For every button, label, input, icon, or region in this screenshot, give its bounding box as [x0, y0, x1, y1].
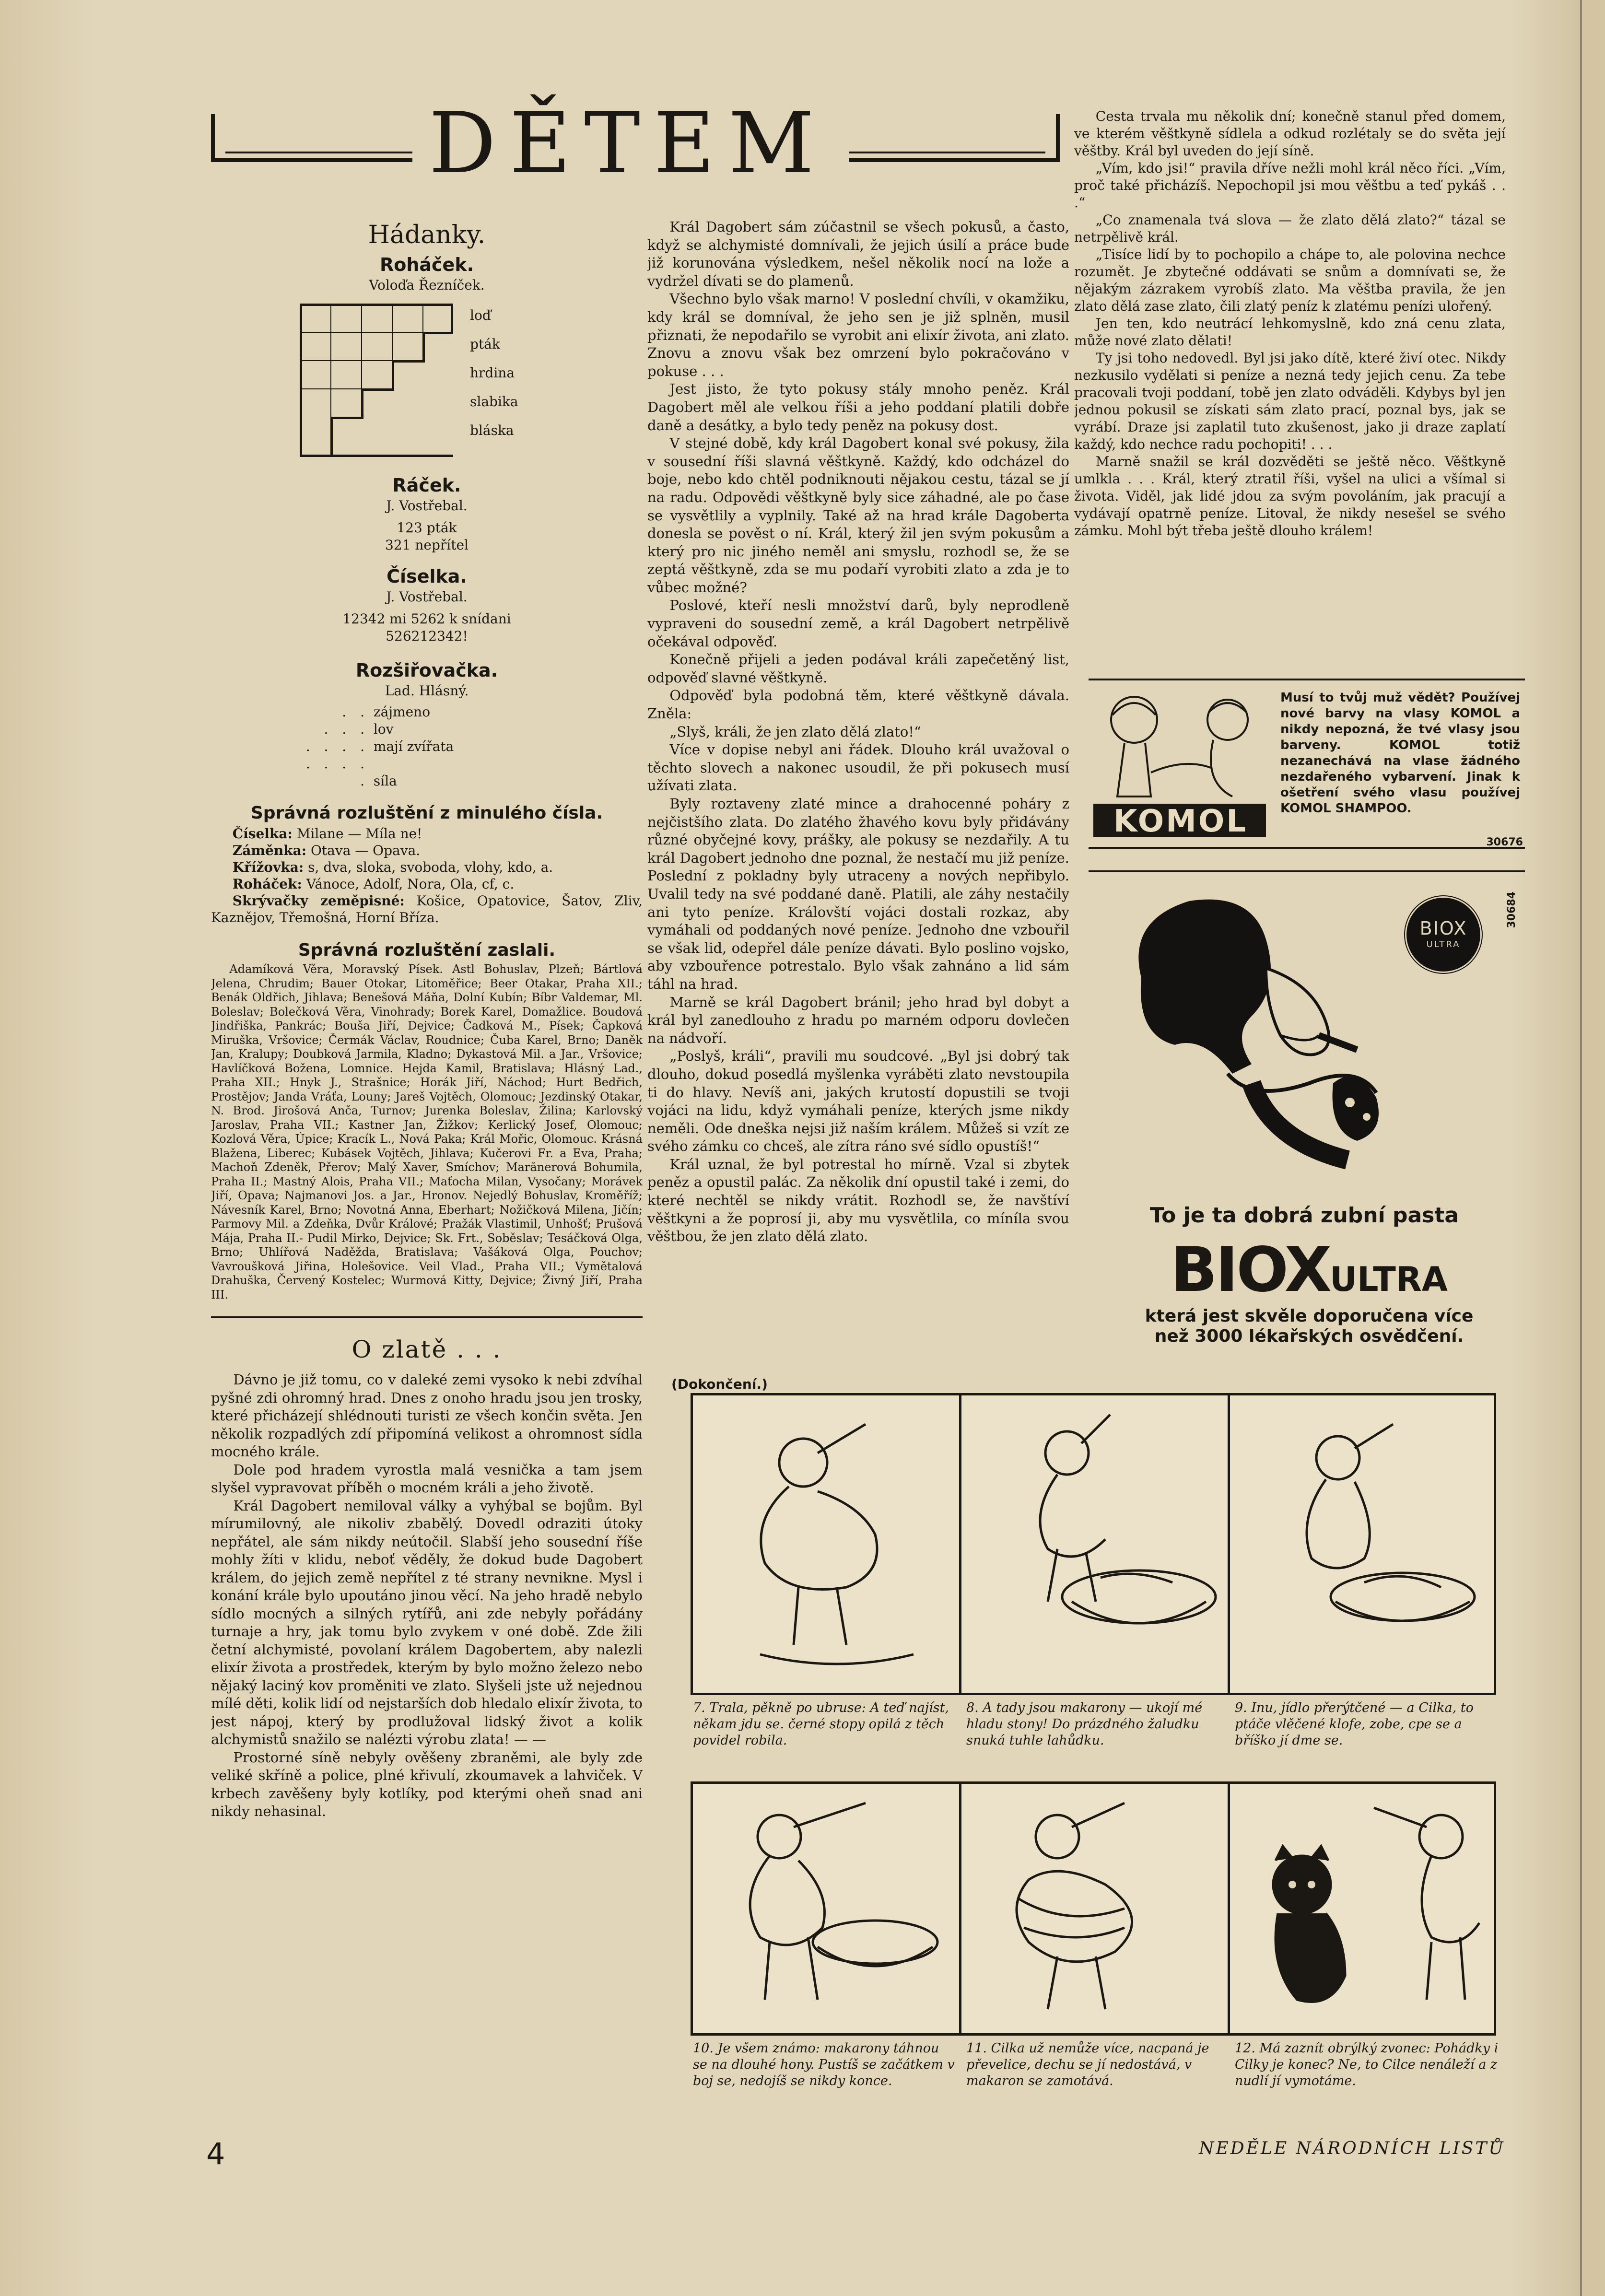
comic-row-1 [691, 1393, 1496, 1695]
rohacek-grid [300, 304, 549, 476]
masthead-rule-right-thin [849, 152, 1045, 153]
story-paragraph: Poslové, kteří nesli množství darů, byly neprodleně vypraveni do sousední země, a král Dagobert netrpělivě očekával odpověď. [647, 597, 1069, 650]
racek-author: J. Vostřebal. [386, 498, 468, 514]
komol-brand: KOMOL [1113, 804, 1248, 839]
solutions-list [211, 825, 643, 926]
story-paragraph: „Tisíce lidí by to pochopilo a chápe to, ale polovina nechce rozumět. Je zbytečné oddávati se snům a domnívati se, že nějakým zázrakem vyrobíš zlato. Ma věštba pravila, že jen zlato dělá zase zlato, čili zlatý peníz k zlatému penízi ulořený. [1074, 246, 1506, 314]
masthead-rule-left [211, 158, 412, 162]
rozsirovacka-lines [302, 703, 643, 790]
story-paragraph: „Poslyš, králi“, pravili mu soudcové. „Byl jsi dobrý tak dlouho, dokud posedlá myšlenka vyráběti zlato nevstoupila ti do hlavy. Nevíš ani, jakých krutostí dopustili se tvoji vojáci na lidu, když vymáhali peníze, kterých jsme nikdy neměli. Ode dneška nejsi již naším králem. Můžeš si vzít ze svého zámku co chceš, ale zítra ráno své sídlo opustíš!“ [647, 1048, 1069, 1155]
solution-item: Záměnka: Otava — Opava. [232, 843, 421, 858]
rozsirovacka-author: Lad. Hlásný. [385, 683, 469, 699]
story-paragraph: Cesta trvala mu několik dní; konečně stanul před domem, ve kterém věštkyně sídlela a odkud rozlétaly se do světa její věštby. Král byl uveden do její síně. [1074, 108, 1506, 159]
story-paragraph: Prostorné síně nebyly ověšeny zbraněmi, ale byly zde veliké skříně a police, plné křivulí, zkoumavek a lahviček. V krbech zavěšeny byly kotlíky, pod kterými oheň snad ani nikdy nehasinal. [211, 1749, 643, 1819]
ciselka-title: Číselka. [387, 566, 467, 587]
solution-item: Křížovka: s, dva, sloka, svoboda, vlohy, kdo, a. [232, 859, 553, 875]
biox-logo [1122, 1234, 1496, 1313]
rohacek-word: bláska [470, 422, 514, 438]
biox-badge-text: BIOX [1419, 918, 1467, 939]
biox-slogan: To je ta dobrá zubní pasta [1149, 1203, 1459, 1228]
rohacek-author: Voloďa Řezníček. [369, 277, 485, 293]
story-paragraph: Král Dagobert nemiloval války a vyhýbal se bojům. Byl mírumilovný, ale nikoliv zbabělý. Dovedl odraziti útoky nepřátel, ale sám nikdy neútočil. Slabší jeho sousední říše mohly žíti v klidu, neboť věděly, že dokud bude Dagobert králem, do jejich země nepřítel z té strany nevnikne. Mysl i konání krále bylo upoutáno jinou věcí. Na jeho hradě nebylo sídlo mocných a silných rytířů, ani zde nebyly pořádány turnaje a hry, jak tomu bylo zvykem v oné době. Zde žili četní alchymisté, povolaní králem Dagobertem, aby nalezli elixír života a prostředek, kterým by bylo možno železo nebo nějaký laciný kov proměniti ve zlato. Slyšeli jste už nejednou mílé děti, kolik lidí od nejstarších dob hledalo elixír života, to jest nápoj, který by prodlužoval lidský život a kolik alchymistů snažilo se nalézti výrobu zlata! — — [211, 1497, 643, 1747]
story-paragraph: Marně snažil se král dozvěděti se ještě něco. Věštkyně umlkla . . . Král, který ztratil říši, vyšel na ulici a všímal si života. Viděl, jak lidé jdou za svým povoláním, jak pracují a vydávají opatrně peníze. Litoval, že nikdy nesešel se svého zámku. Mohl být třeba ještě dlouho králem! [1074, 454, 1506, 539]
comic-continuation-label: (Dokončení.) [671, 1376, 768, 1392]
column-story [647, 218, 1069, 1246]
rozsirovacka-line: . . . . mají zvířata [305, 738, 454, 754]
biox-logo-sub: ULTRA [1330, 1260, 1448, 1299]
story-paragraph: Všechno bylo však marno! V poslední chvíli, v okamžiku, kdy král se domníval, že jeho sen je již splněn, musil přiznati, že nepodařilo se vyrobit ani elixír života, ani zlato. Znovu a znovu však bez omrzení bylo pokračováno v pokuse . . . [647, 291, 1069, 379]
story-paragraph: V stejné době, kdy král Dagobert konal své pokusy, žila v sousední říši slavná věštkyně. Každý, kdo odcházel do boje, nebo kdo chtěl podniknouti nějakou cestu, tázal se jí na radu. Odpovědi věštkyně byly sice záhadné, ale po čase se vysvětlily a vyplnily. Také až na hrad krále Dagoberta donesla se pověst o ní. Král, který žil jen svým pokusům a který pro nic jiného neměl ani smyslu, rozhodl se, že se zeptá věštkyně, zda se mu podaří vyrobiti zlato a zda je to vůbec možné? [647, 435, 1069, 596]
comic-row-1-art [693, 1395, 1494, 1693]
rozsirovacka-line: . . . lov [324, 721, 394, 737]
racek-line: 123 pták [397, 520, 457, 536]
story-paragraph: Dole pod hradem vyrostla malá vesnička a tam jsem slyšel vypravovat příběh o mocném králi a jeho životě. [211, 1461, 643, 1496]
rohacek-title: Roháček. [379, 254, 474, 275]
senders-heading: Správná rozluštění zaslali. [298, 940, 556, 960]
masthead-rule-left-vert [211, 114, 215, 162]
rohacek-word: loď [470, 307, 491, 323]
story-paragraph: Dávno je již tomu, co v daleké zemi vysoko k nebi zdvíhal pyšné zdi ohromný hrad. Dnes z onoho hradu jsou jen trosky, které přicházejí shlédnouti turisti ze všech končin světa. Jen několik rozpadlých zdí připomíná velikost a ohromnost sídla mocného krále. [211, 1371, 643, 1460]
racek-line: 321 nepřítel [385, 537, 469, 553]
rozsirovacka-line: . . . . . síla [305, 756, 397, 789]
senders-list: Adamíková Věra, Moravský Písek. Astl Bohuslav, Plzeň; Bártlová Jelena, Chrudim; Bauer Otokar, Litoměřice; Beer Otakar, Praha XII.; Benák Oldřich, Jihlava; Benešová Máňa, Dolní Kubín; Bíbr Valdemar, Ml. Boleslav; Bolečková Věra, Vinohrady; Borek Karel, Domažlice. Boudová Jindřiška, Pankrác; Bouša Jiří, Dejvice; Čadková M., Písek; Čapková Miruška, Vršovice; Čermák Václav, Roudnice; Čuba Karel, Brno; Daněk Jan, Kralupy; Doubková Jarmila, Kladno; Dykastová Mil. a Jar., Vršovice; Havlíčková Božena, Lomnice. Hejda Kamil, Bratislava; Hlásný Lad., Praha XII.; Hnyk J., Strašnice; Horák Jiří, Náchod; Hurt Bedřich, Prostějov; Janda Vráťa, Louny; Jareš Vojtěch, Olomouc; Jezdinský Otakar, N. Brod. Jirošová Anča, Turnov; Jurenka Boleslav, Žilina; Karlovský Jaroslav, Praha VII.; Kastner Jan, Žižkov; Kerlický Josef, Olomouc; Kozlová Věra, Úpice; Kracík L., Nová Paka; Král Mořic, Olomouc. Krásná Blažena, Liberec; Kubásek Vojtěch, Jihlava; Kučerovi Fr. a Eva, Praha; Machoň Zdeněk, Přerov; Malý Xaver, Smíchov; Marănerová Bohumila, Praha II.; Mastný Alois, Praha VII.; Maťocha Milan, Vysočany; Morávek Jiří, Opava; Najmanovi Jos. a Jar., Hronov. Nejedlý Bohuslav, Kroměříž; Návesník Karel, Brno; Novotná Anna, Eberhart; Nožičková Milena, Jičín; Parmovy Mil. a Zdeňka, Dvůr Králové; Pražák Vlastimil, Unhošť; Prušová Mája, Praha II.- Pudil Mirko, Dejvice; Sk. Frt., Soběslav; Tesáčková Olga, Brno; Uhlířová Naděžda, Bratislava; Vašáková Olga, Pouchov; Vavroušková Jiřina, Holešovice. Veil Vlad., Praha VII.; Vymětalová Drahuška, Červený Kostelec; Wurmová Kitty, Dejvice; Živný Jiří, Praha III. [211, 962, 643, 1301]
biox-claim: která jest skvěle doporučena více než 3000 lékařských osvědčení. [1145, 1306, 1474, 1346]
solutions-heading: Správná rozluštění z minulého čísla. [250, 803, 603, 823]
story-paragraph: „Slyš, králi, že jen zlato dělá zlato!“ [669, 723, 921, 740]
ciselka-line: 526212342! [386, 628, 468, 644]
rozsirovacka-title: Rozšiřovačka. [355, 660, 498, 681]
story-column-3 [1074, 108, 1506, 539]
ciselka-author: J. Vostřebal. [386, 589, 468, 605]
story-paragraph: Král uznal, že byl potrestal ho mírně. Vzal si zbytek peněz a opustil palác. Za několik dní opustil také i zemi, do které nechtěl se nikdy vrátit. Rozhodl se, že navštíví věštkyni a že poprosí ji, aby mu vysvětlila, co míníla svou věštbou, že jen zlato dělá zlato. [647, 1156, 1069, 1245]
komol-ad-text: Musí to tvůj muž vědět? Používej nové barvy na vlasy KOMOL a nikdy nepozná, že tvé vlasy jsou barveny. KOMOL totiž nezanechává na vlase žádného nezdařeného vybarvení. Jinak k ošetření svého vlasu používej KOMOL SHAMPOO. [1280, 691, 1520, 816]
story-paragraph: Konečně přijeli a jeden podával králi zapečetěný list, odpověď slavné věštkyně. [647, 651, 1069, 686]
column-puzzles [211, 218, 643, 1821]
story-column-1 [211, 1371, 643, 1821]
biox-badge-sub: ULTRA [1426, 939, 1461, 949]
biox-logo-main: BIOX [1171, 1234, 1330, 1306]
column-story-end [1074, 108, 1506, 539]
solution-item: Číselka: Milane — Míla ne! [232, 826, 422, 842]
komol-ad-code: 30676 [1486, 836, 1523, 848]
story-title: O zlatě . . . [351, 1335, 502, 1363]
rohacek-word: hrdina [470, 365, 515, 381]
story-paragraph: Více v dopise nebyl ani řádek. Dlouho král uvažoval o těchto slovech a nakonec usoudil, že při pokusech musí užívati zlata. [647, 741, 1069, 794]
biox-ad [1089, 870, 1525, 1350]
story-paragraph: Král Dagobert sám zúčastnil se všech pokusů, a často, když se alchymisté domnívali, že jejich úsilí a práce bude již korunována výsledkem, nešel několik nocí na lože a vydržel dívati se do plamenů. [647, 219, 1069, 289]
comic-row-2-art [693, 1784, 1494, 2033]
rozsirovacka-line: . . zájmeno [342, 704, 431, 720]
adjacent-page-edge [1580, 0, 1605, 2296]
masthead-rule-right [849, 158, 1060, 162]
story-paragraph: Ty jsi toho nedovedl. Byl jsi jako dítě, které živí otec. Nikdy nezkusilo vydělati si peníze a nezná tedy jejich cenu. Za tebe pracovali tvoji poddaní, tobě jen zlato odváděli. Kdybys byl jen jednou pokusil se získati sám zlato prací, poznal bys, jak se vyrábí. Draze jsi zaplatil tuto zkušenost, jako ji draze zaplatí každý, kdo nechce radu pochopiti! . . . [1074, 350, 1506, 452]
komol-ad [1089, 679, 1525, 849]
rohacek-word: slabika [470, 394, 518, 410]
story-paragraph: Marně se král Dagobert bránil; jeho hrad byl dobyt a král byl zanedlouho z hradu po marném odporu dovlečen na nádvoří. [647, 994, 1069, 1046]
story-paragraph: Odpověď byla podobná těm, které věštkyně dávala. Zněla: [647, 687, 1069, 722]
ciselka-line: 12342 mi 5262 k snídani [342, 611, 511, 627]
masthead-rule-left-thin [225, 152, 412, 153]
section-title: DĚTEM [429, 95, 828, 192]
masthead-rule-right-vert [1056, 114, 1060, 162]
rohacek-word: pták [470, 336, 500, 352]
puzzles-heading: Hádanky. [368, 221, 486, 249]
story-paragraph: Jen ten, kdo neutrácí lehkomyslně, kdo zná cenu zlata, může nové zlato dělati! [1074, 316, 1506, 349]
racek-title: Ráček. [392, 475, 461, 496]
separator-rule [211, 1316, 643, 1318]
comic-caption-8: 8. A tady jsou makarony — ukojí mé hladu stony! Do prázdného žaludku snuká tuhle lahůdku. [966, 1700, 1203, 1748]
solution-item: Roháček: Vánoce, Adolf, Nora, Ola, cf, c. [232, 876, 515, 892]
comic-caption-10: 10. Je všem známo: makarony táhnou se na dlouhé hony. Pustíš se začátkem v boj se, nedojíš se nikdy konce. [693, 2041, 955, 2088]
comic-caption-9: 9. Inu, jídlo přerýtčené — a Cilka, to ptáče vlěčené klofe, zobe, cpe se a bříško jí dme se. [1235, 1700, 1474, 1748]
biox-ad-code: 30684 [1506, 891, 1518, 928]
comic-caption-12: 12. Má zaznít obrýlký zvonec: Pohádky i Cilky je konec? Ne, to Cilce nenáleží a z nudlí jí vymotáme. [1235, 2041, 1499, 2088]
story-paragraph: „Vím, kdo jsi!“ pravila dříve nežli mohl král něco říci. „Vím, proč také přicházíš. Nepochopil jsi mou věštbu a teď pykáš . . .“ [1074, 160, 1506, 211]
solution-item: Skrývačky zeměpisné: Košice, Opatovice, Šatov, Zliv, Kaznějov, Třemošná, Horní Bříza. [211, 893, 643, 925]
story-column-2 [647, 218, 1069, 1246]
comic-caption-11: 11. Cilka už nemůže více, nacpaná je převelice, dechu se jí nedostává, v makaron se zamotává. [966, 2041, 1209, 2088]
page-number: 4 [206, 2136, 225, 2171]
story-paragraph: Jest jisto, že tyto pokusy stály mnoho peněz. Král Dagobert měl ale velkou říši a jeho poddaní platili dobře daně a desátky, a bylo tedy peněz na pokusy dost. [647, 381, 1069, 433]
comic-row-2 [691, 1781, 1496, 2036]
publication-name: NEDĚLE NÁRODNÍCH LISTŮ [1199, 2139, 1505, 2158]
story-paragraph: „Co znamenala tvá slova — že zlato dělá zlato?“ tázal se netrpělivě král. [1074, 212, 1506, 245]
story-paragraph: Byly roztaveny zlaté mince a drahocenné poháry z nejčistšího zlata. Do zlatého žhavého kovu byly přidávány různé obyčejné kovy, prášky, ale pokusy se nezdařily. A tu král Dagobert jednoho dne poznal, že nestačí mu již peníze. Poslední z pokladny byly utraceny a nových nepřibylo. Uvalil tedy na své poddané daně. Platili, ale záhy nestačily ani tyto peníze. Královští vojáci dostali rozkaz, aby vymáhali od poddaných nové peníze. Jednoho dne vzbouřil se však lid, odepřel dále peníze dávati. Bylo poslino vojsko, aby vzbouřence potrestalo. Bylo však zahnáno a lid sám táhl na hrad. [647, 796, 1069, 992]
comic-caption-7: 7. Trala, pěkně po ubruse: A teď najíst, někam jdu se. černé stopy opilá z těch povidel robila. [693, 1700, 949, 1748]
